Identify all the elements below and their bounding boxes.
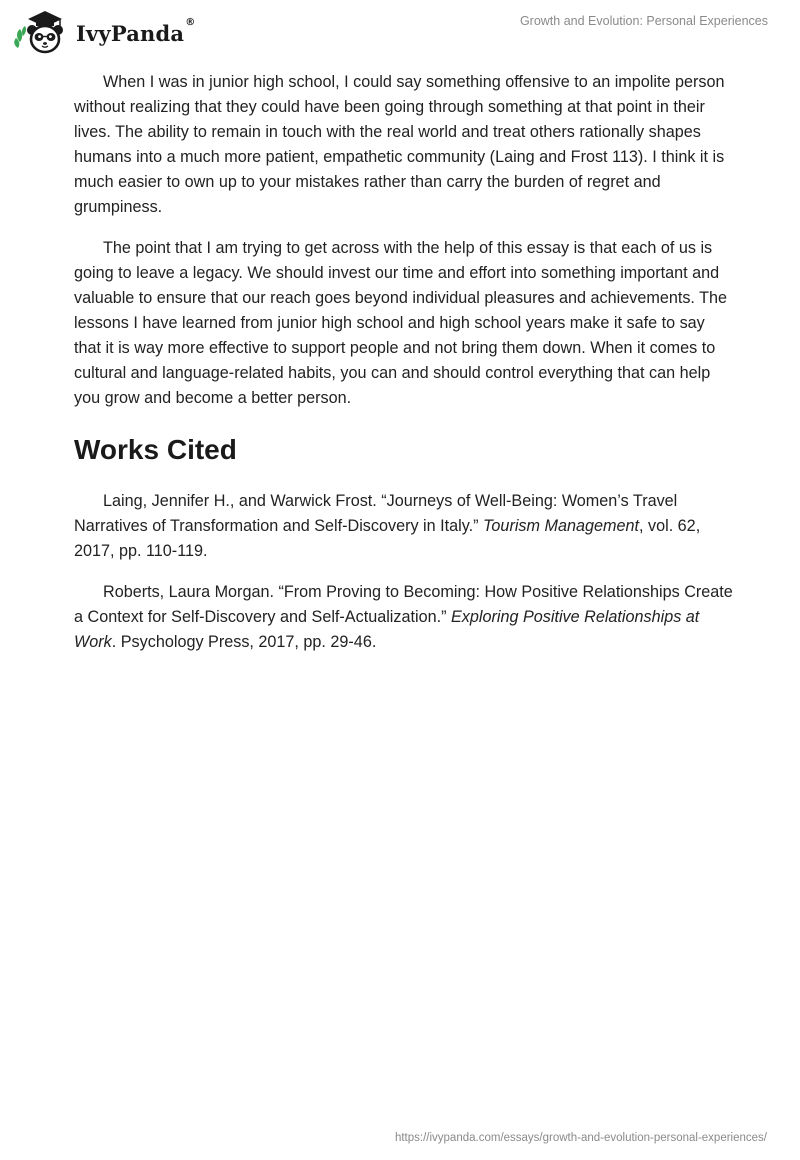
citation-2-source: Exploring Positive Relationships at Work: [74, 608, 700, 651]
works-cited-heading: Works Cited: [74, 434, 237, 465]
citation-2-lead: Roberts, Laura Morgan. “From Proving to Becoming: How Positive Relationships Create a Context for Self-Discovery and Self-Actualization.”: [74, 583, 733, 626]
brand-name: IvyPanda®: [76, 16, 196, 46]
ivypanda-logo[interactable]: [14, 8, 195, 56]
running-title: Growth and Evolution: Personal Experiences: [519, 14, 768, 28]
citation-entry-2: [74, 580, 734, 655]
page-header: [0, 0, 800, 60]
registered-mark: ®: [185, 16, 196, 28]
citation-1-source: Tourism Management: [483, 517, 639, 535]
citation-2-tail: . Psychology Press, 2017, pp. 29-46.: [111, 633, 377, 651]
citation-1-tail: , vol. 62, 2017, pp. 110-119.: [74, 517, 701, 560]
body-paragraph-1: When I was in junior high school, I could say something offensive to an impolite person without realizing that they could have been going through something at that point in their lives. The ability to remain in touch with the real world and treat others rationally shapes humans into a much more patient, empathetic community (Laing and Frost 113). I think it is much easier to own up to your mistakes rather than carry the burden of regret and grumpiness.: [74, 73, 725, 216]
panda-logo-icon: [14, 8, 72, 56]
source-url-link[interactable]: https://ivypanda.com/essays/growth-and-evolution-personal-experiences/: [394, 1132, 767, 1144]
citation-1-lead: Laing, Jennifer H., and Warwick Frost. “Journeys of Well-Being: Women’s Travel Narratives of Transformation and Self-Discovery in Italy.”: [74, 492, 678, 535]
essay-content: [74, 70, 734, 671]
citation-entry-1: [74, 489, 734, 564]
body-paragraph-2: The point that I am trying to get across with the help of this essay is that each of us is going to leave a legacy. We should invest our time and effort into something important and valuable to ensure that our reach goes beyond individual pleasures and achievements. The lessons I have learned from junior high school and high school years make it safe to say that it is way more effective to support people and not bring them down. When it comes to cultural and language-related habits, you can and should control everything that can help you grow and become a better person.: [74, 239, 728, 407]
